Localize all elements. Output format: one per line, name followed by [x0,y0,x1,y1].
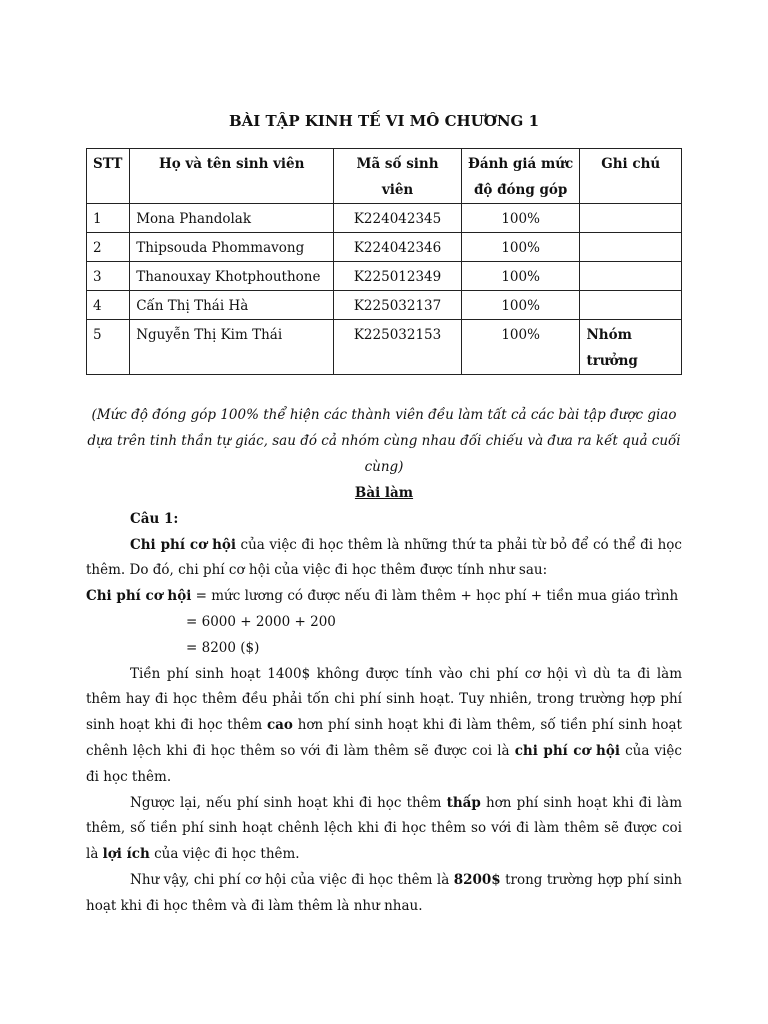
cell-stt: 4 [87,291,130,320]
cell-name: Thanouxay Khotphouthone [130,262,334,291]
paragraph-2-bold-1: cao [266,717,293,734]
formula-line-2: = 6000 + 2000 + 200 [186,613,336,630]
cell-note-leader: Nhóm trưởng [580,320,682,375]
paragraph-4 [86,868,682,920]
paragraph-3-bold-2: lợi ích [102,846,150,863]
cell-note [580,204,682,233]
cell-contribution: 100% [461,291,580,320]
table-row [87,291,682,320]
paragraph-4-text-2: trong trường hợp phí sinh hoạt khi đi học thêm và đi làm thêm là như nhau. [86,871,682,914]
cell-name: Thipsouda Phommavong [130,233,334,262]
section-heading: Bài làm [354,485,414,501]
header-name: Họ và tên sinh viên [130,149,334,204]
paragraph-2-bold-2: chi phí cơ hội [514,742,620,759]
header-contribution [461,149,580,204]
cell-contribution: 100% [461,204,580,233]
cell-student-id: K224042346 [334,233,462,262]
paragraph-3-text-3: của việc đi học thêm. [149,846,300,863]
paragraph-1 [86,533,682,585]
paragraph-4-text-1: Như vậy, chi phí cơ hội của việc đi học thêm là [130,871,454,888]
cell-name: Mona Phandolak [130,204,334,233]
document-page [86,0,682,1024]
header-student-id: Mã số sinh viên [334,149,462,204]
table-row [87,320,682,375]
table-row [87,204,682,233]
paragraph-3-text-2: hơn phí sinh hoạt khi đi làm thêm, số tiền phí sinh hoạt chênh lệch khi đi học thêm so với đi làm thêm sẽ được coi là [86,794,682,863]
cell-student-id: K225012349 [334,262,462,291]
paragraph-3 [86,791,682,868]
header-contribution-line1: Đánh giá mức [468,156,574,172]
table-header-row [87,149,682,204]
header-contribution-line2: độ đóng góp [473,182,568,198]
formula-text: = mức lương có được nếu đi làm thêm + học phí + tiền mua giáo trình [191,588,679,605]
paragraph-3-text-1: Ngược lại, nếu phí sinh hoạt khi đi học thêm [130,794,447,811]
cell-stt: 2 [87,233,130,262]
table-row [87,262,682,291]
question-label: Câu 1: [130,510,179,527]
header-stt: STT [87,149,130,204]
paragraph-1-text: của việc đi học thêm là những thứ ta phải từ bỏ để có thể đi học thêm. Do đó, chi phí cơ hội của việc đi học thêm được tính như sau: [86,536,682,579]
cell-name: Cấn Thị Thái Hà [130,291,334,320]
cell-student-id: K224042345 [334,204,462,233]
cell-name: Nguyễn Thị Kim Thái [130,320,334,375]
paragraph-2-text-3: của việc đi học thêm. [86,742,682,785]
member-table [86,148,682,375]
paragraph-2 [86,662,682,791]
contribution-note: (Mức độ đóng góp 100% thể hiện các thành viên đều làm tất cả các bài tập được giao dựa trên tinh thần tự giác, sau đó cả nhóm cùng nhau đối chiếu và đưa ra kết quả cuối cùng) [87,407,681,475]
cell-student-id: K225032153 [334,320,462,375]
cell-note [580,262,682,291]
formula-line-3: = 8200 ($) [186,639,260,656]
answer-body [86,481,682,920]
header-note: Ghi chú [580,149,682,204]
table-row [87,233,682,262]
cell-contribution: 100% [461,262,580,291]
cell-stt: 1 [87,204,130,233]
paragraph-2-text-2: hơn phí sinh hoạt khi đi làm thêm, số tiền phí sinh hoạt chênh lệch khi đi học thêm so với đi làm thêm sẽ được coi là [86,717,682,759]
formula-line-1 [86,584,682,610]
document-title: BÀI TẬP KINH TẾ VI MÔ CHƯƠNG 1 [228,112,540,130]
term-opportunity-cost: Chi phí cơ hội [130,536,237,553]
cell-stt: 3 [87,262,130,291]
cell-contribution: 100% [461,320,580,375]
paragraph-2-text-1: Tiền phí sinh hoạt 1400$ không được tính vào chi phí cơ hội vì dù ta đi làm thêm hay đi học thêm đều phải tốn chi phí sinh hoạt. Tuy nhiên, trong trường hợp phí sinh hoạt khi đi học thêm [86,665,682,734]
cell-note [580,291,682,320]
cell-note [580,233,682,262]
paragraph-4-bold-1: 8200$ [453,871,501,888]
paragraph-3-bold-1: thấp [446,794,481,811]
formula-term: Chi phí cơ hội [86,588,192,605]
cell-stt: 5 [87,320,130,375]
cell-contribution: 100% [461,233,580,262]
cell-student-id: K225032137 [334,291,462,320]
